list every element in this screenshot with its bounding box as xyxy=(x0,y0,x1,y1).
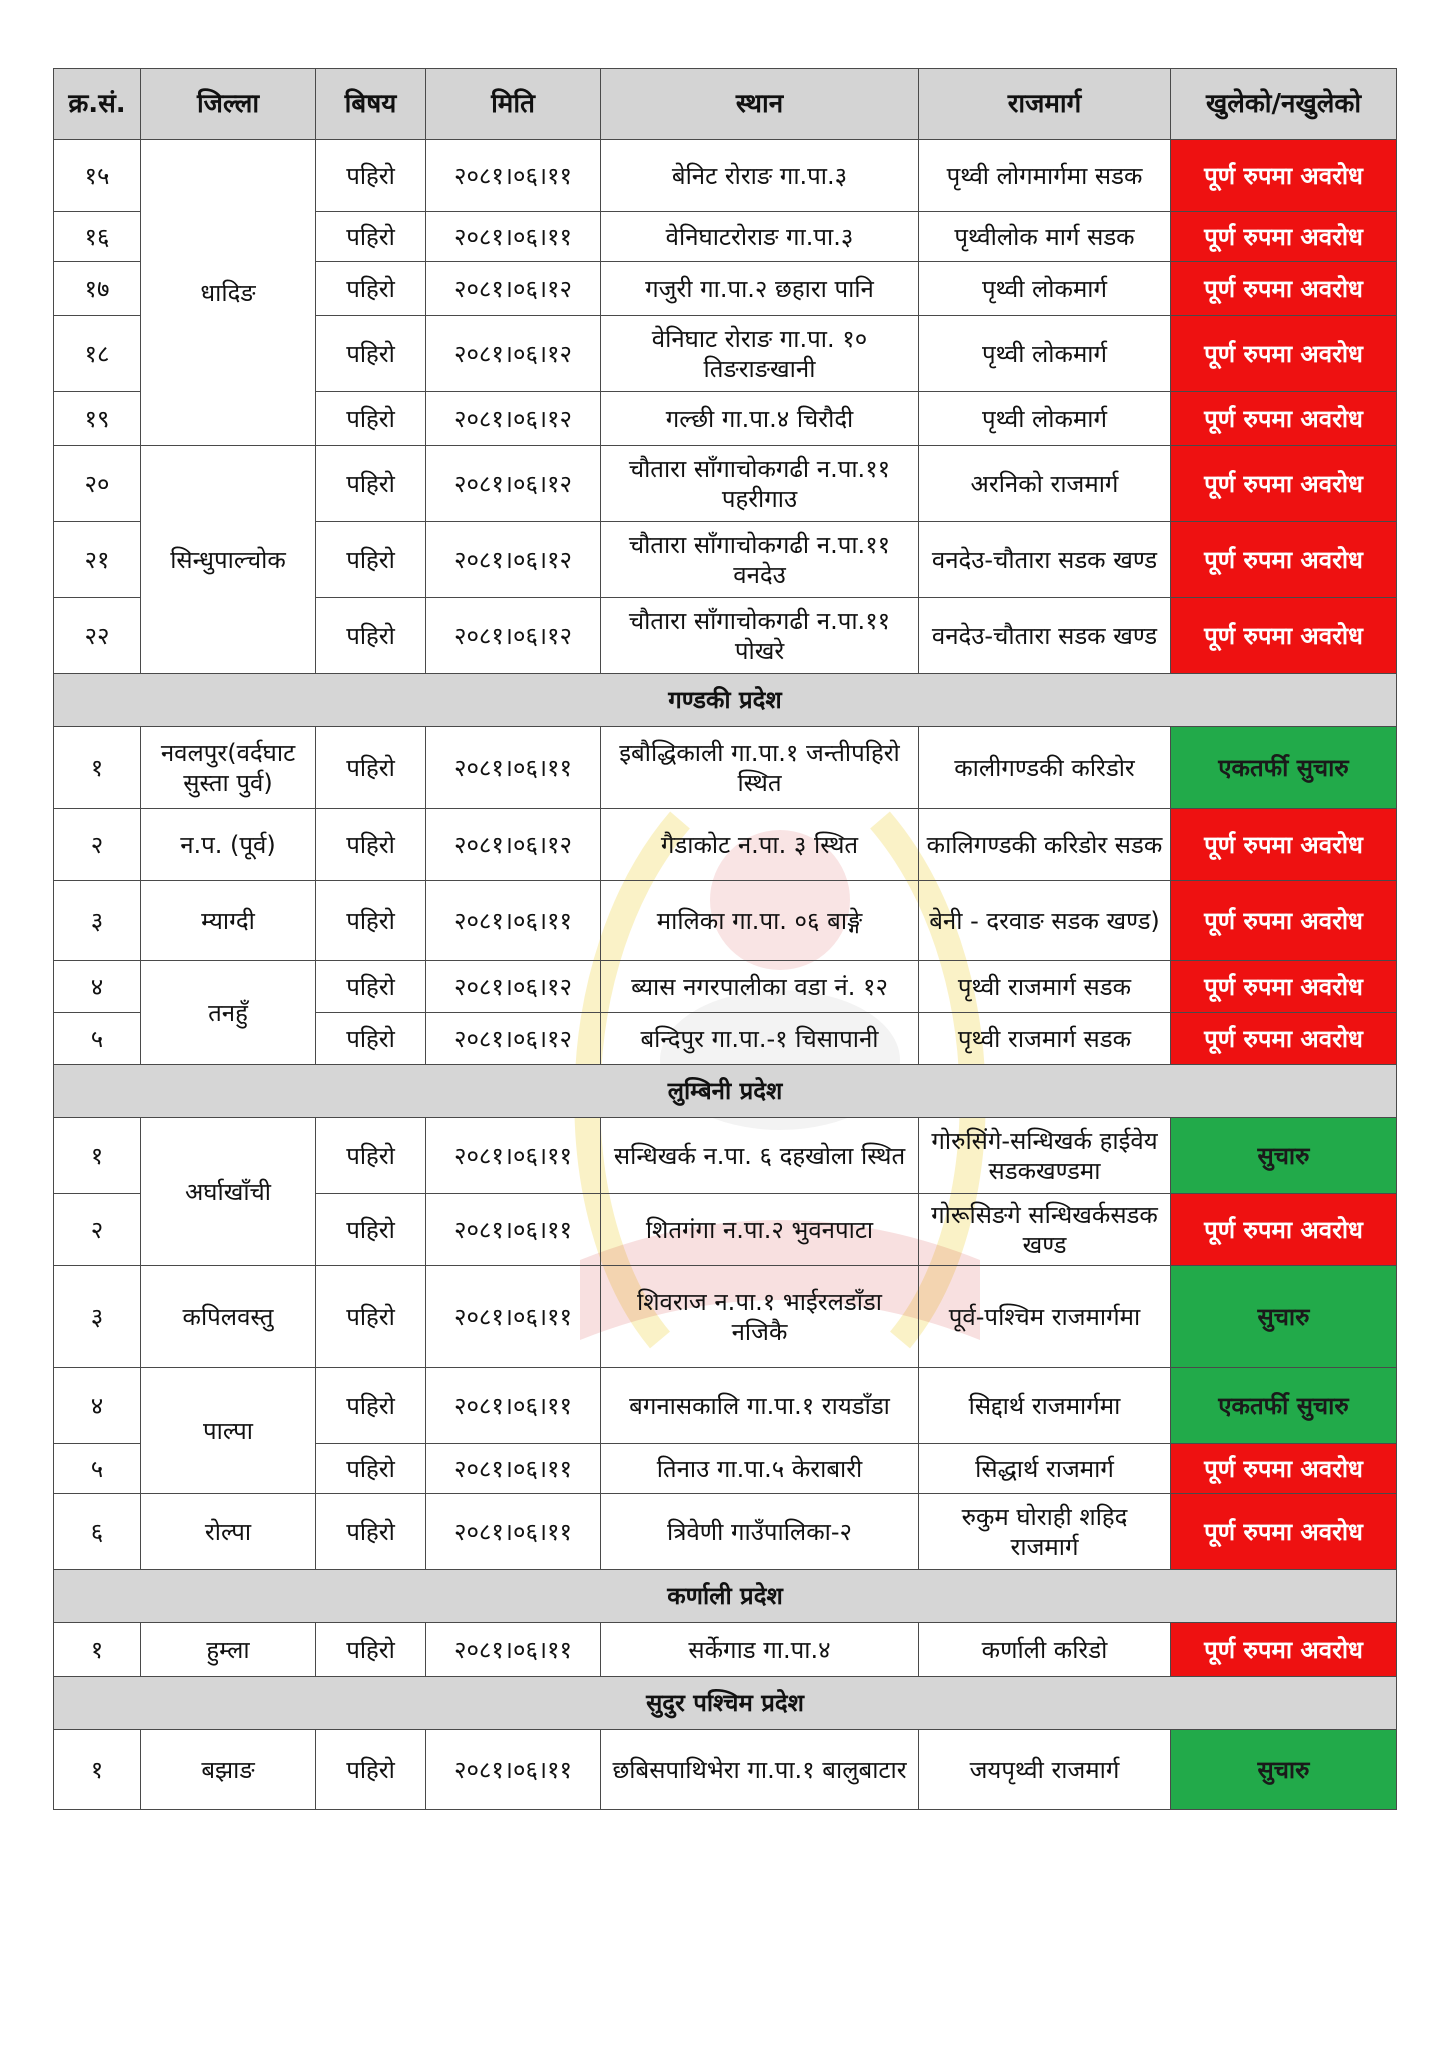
district-cell: तनहुँ xyxy=(141,961,316,1065)
table-row xyxy=(54,727,1397,809)
serial-cell: ६ xyxy=(54,1494,141,1570)
highway-cell: बेनी - दरवाङ सडक खण्ड) xyxy=(919,881,1171,961)
table-row xyxy=(54,1730,1397,1810)
subject-cell: पहिरो xyxy=(316,446,426,522)
status-badge: पूर्ण रुपमा अवरोध xyxy=(1171,598,1397,674)
subject-cell: पहिरो xyxy=(316,727,426,809)
date-cell: २०८१।०६।११ xyxy=(426,140,601,212)
header-highway: राजमार्ग xyxy=(919,69,1171,140)
subject-cell: पहिरो xyxy=(316,1444,426,1494)
serial-cell: ३ xyxy=(54,1266,141,1368)
place-cell: बगनासकालि गा.पा.१ रायडाँडा xyxy=(601,1368,919,1444)
table-row xyxy=(54,1368,1397,1444)
place-cell: ब्यास नगरपालीका वडा नं. १२ xyxy=(601,961,919,1013)
status-badge: पूर्ण रुपमा अवरोध xyxy=(1171,1623,1397,1677)
status-badge: एकतर्फी सुचारु xyxy=(1171,1368,1397,1444)
section-title-lumbini: लुम्बिनी प्रदेश xyxy=(54,1065,1397,1118)
highway-cell: पृथ्वी लोकमार्ग xyxy=(919,392,1171,446)
section-row xyxy=(54,1677,1397,1730)
highway-cell: अरनिको राजमार्ग xyxy=(919,446,1171,522)
road-status-table xyxy=(53,68,1397,1810)
subject-cell: पहिरो xyxy=(316,140,426,212)
serial-cell: १५ xyxy=(54,140,141,212)
district-cell: हुम्ला xyxy=(141,1623,316,1677)
status-badge: पूर्ण रुपमा अवरोध xyxy=(1171,961,1397,1013)
highway-cell: पृथ्वी लोगमार्गमा सडक xyxy=(919,140,1171,212)
serial-cell: २१ xyxy=(54,522,141,598)
date-cell: २०८१।०६।११ xyxy=(426,212,601,262)
section-title-sudurpaschim: सुदुर पश्चिम प्रदेश xyxy=(54,1677,1397,1730)
serial-cell: १ xyxy=(54,727,141,809)
district-cell: कपिलवस्तु xyxy=(141,1266,316,1368)
subject-cell: पहिरो xyxy=(316,1013,426,1065)
date-cell: २०८१।०६।११ xyxy=(426,1194,601,1266)
date-cell: २०८१।०६।११ xyxy=(426,1444,601,1494)
status-badge: पूर्ण रुपमा अवरोध xyxy=(1171,392,1397,446)
highway-cell: कालिगण्डकी करिडोर सडक xyxy=(919,809,1171,881)
header-date: मिति xyxy=(426,69,601,140)
header-district: जिल्ला xyxy=(141,69,316,140)
district-cell: धादिङ xyxy=(141,140,316,446)
place-cell: चौतारा साँगाचोकगढी न.पा.११ वनदेउ xyxy=(601,522,919,598)
date-cell: २०८१।०६।११ xyxy=(426,1118,601,1194)
table-row xyxy=(54,1623,1397,1677)
date-cell: २०८१।०६।११ xyxy=(426,1494,601,1570)
district-cell: म्याग्दी xyxy=(141,881,316,961)
serial-cell: १ xyxy=(54,1623,141,1677)
subject-cell: पहिरो xyxy=(316,1623,426,1677)
place-cell: चौतारा साँगाचोकगढी न.पा.११ पोखरे xyxy=(601,598,919,674)
district-cell: नवलपुर(वर्दघाट सुस्ता पुर्व) xyxy=(141,727,316,809)
place-cell: सन्धिखर्क न.पा. ६ दहखोला स्थित xyxy=(601,1118,919,1194)
subject-cell: पहिरो xyxy=(316,212,426,262)
place-cell: इबौद्धिकाली गा.पा.१ जन्तीपहिरो स्थित xyxy=(601,727,919,809)
place-cell: वेनिघाट रोराङ गा.पा. १० तिङराङखानी xyxy=(601,316,919,392)
date-cell: २०८१।०६।१२ xyxy=(426,446,601,522)
date-cell: २०८१।०६।१२ xyxy=(426,1013,601,1065)
date-cell: २०८१।०६।११ xyxy=(426,1730,601,1810)
status-badge: पूर्ण रुपमा अवरोध xyxy=(1171,446,1397,522)
section-row xyxy=(54,1065,1397,1118)
subject-cell: पहिरो xyxy=(316,392,426,446)
highway-cell: वनदेउ-चौतारा सडक खण्ड xyxy=(919,522,1171,598)
serial-cell: ४ xyxy=(54,961,141,1013)
district-cell: न.प. (पूर्व) xyxy=(141,809,316,881)
serial-cell: २ xyxy=(54,809,141,881)
place-cell: तिनाउ गा.पा.५ केराबारी xyxy=(601,1444,919,1494)
date-cell: २०८१।०६।११ xyxy=(426,1623,601,1677)
serial-cell: २२ xyxy=(54,598,141,674)
highway-cell: सिद्धार्थ राजमार्ग xyxy=(919,1444,1171,1494)
date-cell: २०८१।०६।११ xyxy=(426,727,601,809)
place-cell: चौतारा साँगाचोकगढी न.पा.११ पहरीगाउ xyxy=(601,446,919,522)
status-badge: पूर्ण रुपमा अवरोध xyxy=(1171,140,1397,212)
serial-cell: १ xyxy=(54,1730,141,1810)
status-badge: पूर्ण रुपमा अवरोध xyxy=(1171,316,1397,392)
highway-cell: जयपृथ्वी राजमार्ग xyxy=(919,1730,1171,1810)
serial-cell: १९ xyxy=(54,392,141,446)
place-cell: शितगंगा न.पा.२ भुवनपाटा xyxy=(601,1194,919,1266)
serial-cell: १६ xyxy=(54,212,141,262)
table-row xyxy=(54,1494,1397,1570)
table-row xyxy=(54,881,1397,961)
place-cell: मालिका गा.पा. ०६ बाङ्गे xyxy=(601,881,919,961)
table-row xyxy=(54,809,1397,881)
date-cell: २०८१।०६।१२ xyxy=(426,809,601,881)
status-badge: पूर्ण रुपमा अवरोध xyxy=(1171,881,1397,961)
status-badge: पूर्ण रुपमा अवरोध xyxy=(1171,212,1397,262)
section-row xyxy=(54,1570,1397,1623)
highway-cell: गोरूसिङगे सन्धिखर्कसडक खण्ड xyxy=(919,1194,1171,1266)
status-badge: पूर्ण रुपमा अवरोध xyxy=(1171,1444,1397,1494)
highway-cell: पूर्व-पश्चिम राजमार्गमा xyxy=(919,1266,1171,1368)
highway-cell: सिद्दार्थ राजमार्गमा xyxy=(919,1368,1171,1444)
subject-cell: पहिरो xyxy=(316,1494,426,1570)
status-badge: पूर्ण रुपमा अवरोध xyxy=(1171,522,1397,598)
district-cell: रोल्पा xyxy=(141,1494,316,1570)
highway-cell: गोरुसिंगे-सन्धिखर्क हाईवेय सडकखण्डमा xyxy=(919,1118,1171,1194)
subject-cell: पहिरो xyxy=(316,1194,426,1266)
date-cell: २०८१।०६।१२ xyxy=(426,598,601,674)
highway-cell: रुकुम घोराही शहिद राजमार्ग xyxy=(919,1494,1171,1570)
serial-cell: ५ xyxy=(54,1013,141,1065)
status-badge: एकतर्फी सुचारु xyxy=(1171,727,1397,809)
table-row xyxy=(54,1118,1397,1194)
place-cell: वेनिघाटरोराङ गा.पा.३ xyxy=(601,212,919,262)
status-badge: सुचारु xyxy=(1171,1266,1397,1368)
subject-cell: पहिरो xyxy=(316,1368,426,1444)
highway-cell: पृथ्वी राजमार्ग सडक xyxy=(919,961,1171,1013)
district-cell: अर्घाखाँची xyxy=(141,1118,316,1266)
section-title-karnali: कर्णाली प्रदेश xyxy=(54,1570,1397,1623)
date-cell: २०८१।०६।१२ xyxy=(426,316,601,392)
highway-cell: वनदेउ-चौतारा सडक खण्ड xyxy=(919,598,1171,674)
status-badge: सुचारु xyxy=(1171,1730,1397,1810)
place-cell: त्रिवेणी गाउँपालिका-२ xyxy=(601,1494,919,1570)
header-status: खुलेको/नखुलेको xyxy=(1171,69,1397,140)
highway-cell: कालीगण्डकी करिडोर xyxy=(919,727,1171,809)
place-cell: बन्दिपुर गा.पा.-१ चिसापानी xyxy=(601,1013,919,1065)
status-badge: सुचारु xyxy=(1171,1118,1397,1194)
place-cell: छबिसपाथिभेरा गा.पा.१ बालुबाटार xyxy=(601,1730,919,1810)
subject-cell: पहिरो xyxy=(316,262,426,316)
date-cell: २०८१।०६।११ xyxy=(426,1266,601,1368)
serial-cell: १८ xyxy=(54,316,141,392)
serial-cell: ४ xyxy=(54,1368,141,1444)
table-row xyxy=(54,961,1397,1013)
subject-cell: पहिरो xyxy=(316,522,426,598)
status-badge: पूर्ण रुपमा अवरोध xyxy=(1171,1494,1397,1570)
highway-cell: पृथ्वीलोक मार्ग सडक xyxy=(919,212,1171,262)
place-cell: सर्केगाड गा.पा.४ xyxy=(601,1623,919,1677)
serial-cell: १७ xyxy=(54,262,141,316)
header-place: स्थान xyxy=(601,69,919,140)
subject-cell: पहिरो xyxy=(316,1266,426,1368)
table-row xyxy=(54,1266,1397,1368)
district-cell: सिन्धुपाल्चोक xyxy=(141,446,316,674)
district-cell: बझाङ xyxy=(141,1730,316,1810)
date-cell: २०८१।०६।११ xyxy=(426,881,601,961)
subject-cell: पहिरो xyxy=(316,598,426,674)
table-row xyxy=(54,446,1397,522)
highway-cell: कर्णाली करिडो xyxy=(919,1623,1171,1677)
serial-cell: ३ xyxy=(54,881,141,961)
subject-cell: पहिरो xyxy=(316,961,426,1013)
highway-cell: पृथ्वी लोकमार्ग xyxy=(919,316,1171,392)
section-title-gandaki: गण्डकी प्रदेश xyxy=(54,674,1397,727)
highway-cell: पृथ्वी राजमार्ग सडक xyxy=(919,1013,1171,1065)
date-cell: २०८१।०६।१२ xyxy=(426,262,601,316)
status-badge: पूर्ण रुपमा अवरोध xyxy=(1171,262,1397,316)
place-cell: गैडाकोट न.पा. ३ स्थित xyxy=(601,809,919,881)
status-badge: पूर्ण रुपमा अवरोध xyxy=(1171,1013,1397,1065)
section-row xyxy=(54,674,1397,727)
serial-cell: १ xyxy=(54,1118,141,1194)
date-cell: २०८१।०६।१२ xyxy=(426,522,601,598)
serial-cell: २० xyxy=(54,446,141,522)
table-row xyxy=(54,140,1397,212)
highway-cell: पृथ्वी लोकमार्ग xyxy=(919,262,1171,316)
header-subject: बिषय xyxy=(316,69,426,140)
date-cell: २०८१।०६।१२ xyxy=(426,961,601,1013)
serial-cell: ५ xyxy=(54,1444,141,1494)
place-cell: शिवराज न.पा.१ भाईरलडाँडा नजिकै xyxy=(601,1266,919,1368)
place-cell: गल्छी गा.पा.४ चिरौदी xyxy=(601,392,919,446)
serial-cell: २ xyxy=(54,1194,141,1266)
status-badge: पूर्ण रुपमा अवरोध xyxy=(1171,809,1397,881)
date-cell: २०८१।०६।११ xyxy=(426,1368,601,1444)
subject-cell: पहिरो xyxy=(316,1118,426,1194)
subject-cell: पहिरो xyxy=(316,316,426,392)
header-row xyxy=(54,69,1397,140)
subject-cell: पहिरो xyxy=(316,881,426,961)
status-badge: पूर्ण रुपमा अवरोध xyxy=(1171,1194,1397,1266)
place-cell: गजुरी गा.पा.२ छहारा पानि xyxy=(601,262,919,316)
subject-cell: पहिरो xyxy=(316,809,426,881)
place-cell: बेनिट रोराङ गा.पा.३ xyxy=(601,140,919,212)
date-cell: २०८१।०६।१२ xyxy=(426,392,601,446)
subject-cell: पहिरो xyxy=(316,1730,426,1810)
header-serial: क्र.सं. xyxy=(54,69,141,140)
district-cell: पाल्पा xyxy=(141,1368,316,1494)
